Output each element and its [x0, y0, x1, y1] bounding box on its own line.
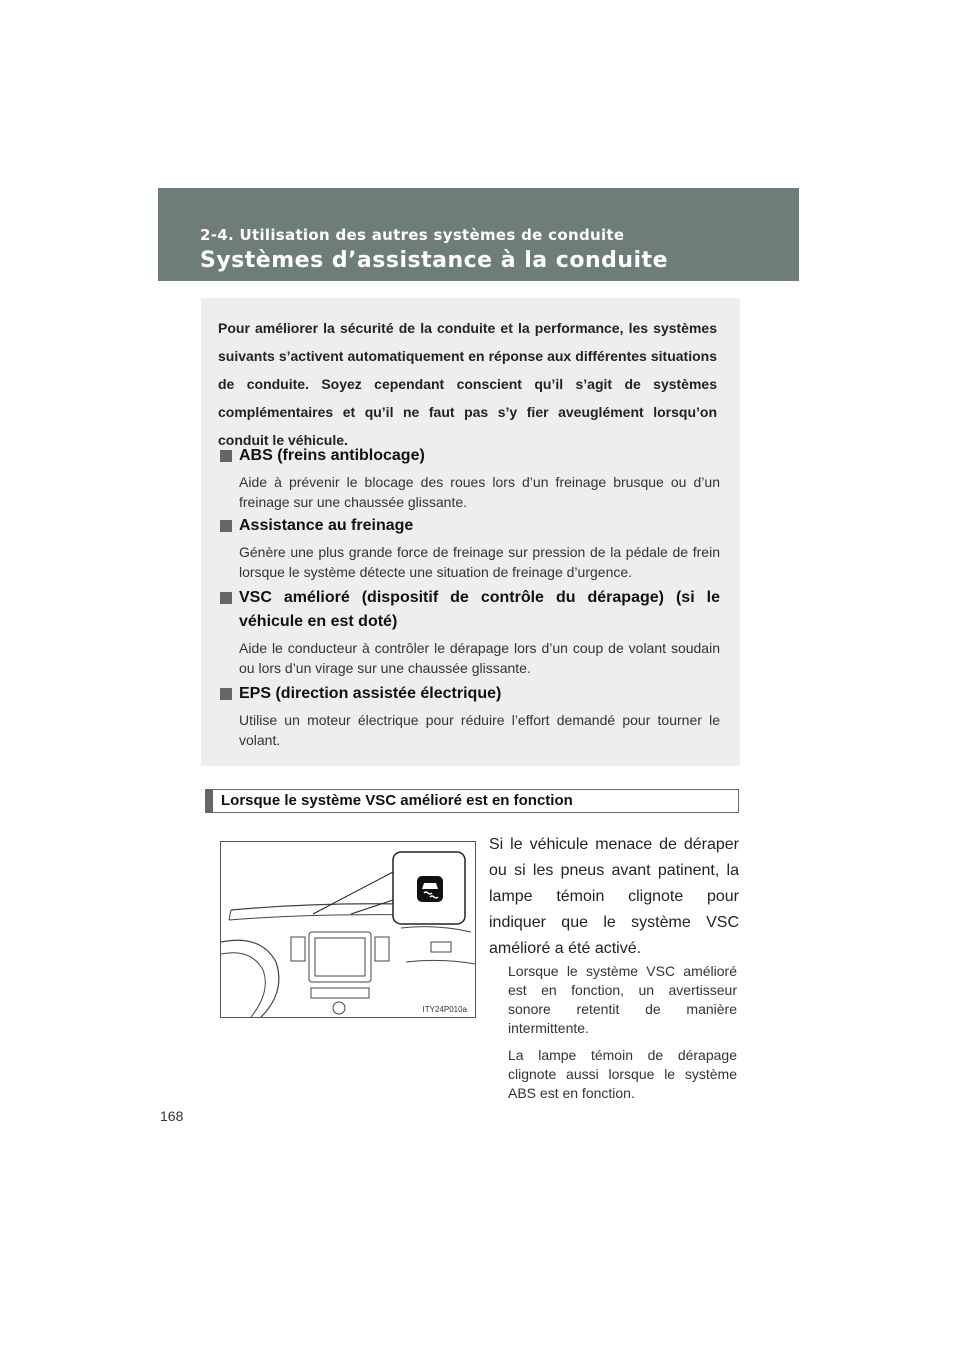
feature-title-text: ABS (freins antiblocage) — [239, 447, 425, 464]
page-number: 168 — [160, 1108, 184, 1124]
intro-text: Pour améliorer la sécurité de la conduite et la performance, les systèmes suivants s’activent automatiquement en réponse aux différentes situations de conduite. Soyez cependant conscient qu’il s’agit de systèmes complémentaires et qu’il ne faut pas s’y fier aveuglément lorsqu’on conduit le véhicule. — [218, 320, 717, 448]
vsc-section-heading-text: Lorsque le système VSC amélioré est en fonction — [221, 792, 573, 809]
vsc-main-text: Si le véhicule menace de déraper ou si les pneus avant patinent, la lampe témoin clignote pour indiquer que le système VSC amélioré a été activé. — [489, 836, 739, 957]
feature-eps — [220, 682, 720, 750]
feature-abs — [220, 444, 720, 512]
feature-desc: Génère une plus grande force de freinage sur pression de la pédale de frein lorsque le système détecte une situation de freinage d’urgence. — [239, 544, 720, 580]
page-title: Systèmes d’assistance à la conduite — [200, 248, 668, 273]
square-bullet-icon — [220, 592, 232, 604]
feature-title — [220, 514, 720, 538]
feature-title — [220, 444, 720, 468]
dashboard-illustration — [220, 841, 476, 1018]
vsc-note-1: Lorsque le système VSC amélioré est en fonction, un avertisseur sonore retentit de manière intermittente. — [508, 963, 737, 1036]
header-band — [158, 188, 799, 281]
feature-title — [220, 682, 720, 706]
feature-desc: Aide à prévenir le blocage des roues lors d’un freinage brusque ou d’un freinage sur une chaussée glissante. — [239, 474, 720, 510]
feature-title-text: Assistance au freinage — [239, 517, 414, 534]
section-label: 2-4. Utilisation des autres systèmes de conduite — [200, 226, 625, 244]
vsc-note-2: La lampe témoin de dérapage clignote aussi lorsque le système ABS est en fonction. — [508, 1047, 737, 1101]
vsc-section-heading — [205, 789, 739, 813]
intro-box — [201, 298, 740, 766]
feature-desc: Aide le conducteur à contrôler le dérapage lors d’un coup de volant soudain ou lors d’un virage sur une chaussée glissante. — [239, 640, 720, 676]
feature-title-text: VSC amélioré (dispositif de contrôle du dérapage) (si le véhicule en est doté) — [239, 589, 720, 630]
dashboard-drawing — [221, 842, 475, 1017]
feature-vsc — [220, 586, 720, 678]
feature-brake-assist — [220, 514, 720, 582]
feature-title — [220, 586, 720, 634]
illustration-code: ITY24P010a — [422, 1005, 467, 1014]
square-bullet-icon — [220, 450, 232, 462]
feature-desc: Utilise un moteur électrique pour réduire l’effort demandé pour tourner le volant. — [239, 712, 720, 748]
feature-title-text: EPS (direction assistée électrique) — [239, 685, 502, 702]
square-bullet-icon — [220, 520, 232, 532]
square-bullet-icon — [220, 688, 232, 700]
